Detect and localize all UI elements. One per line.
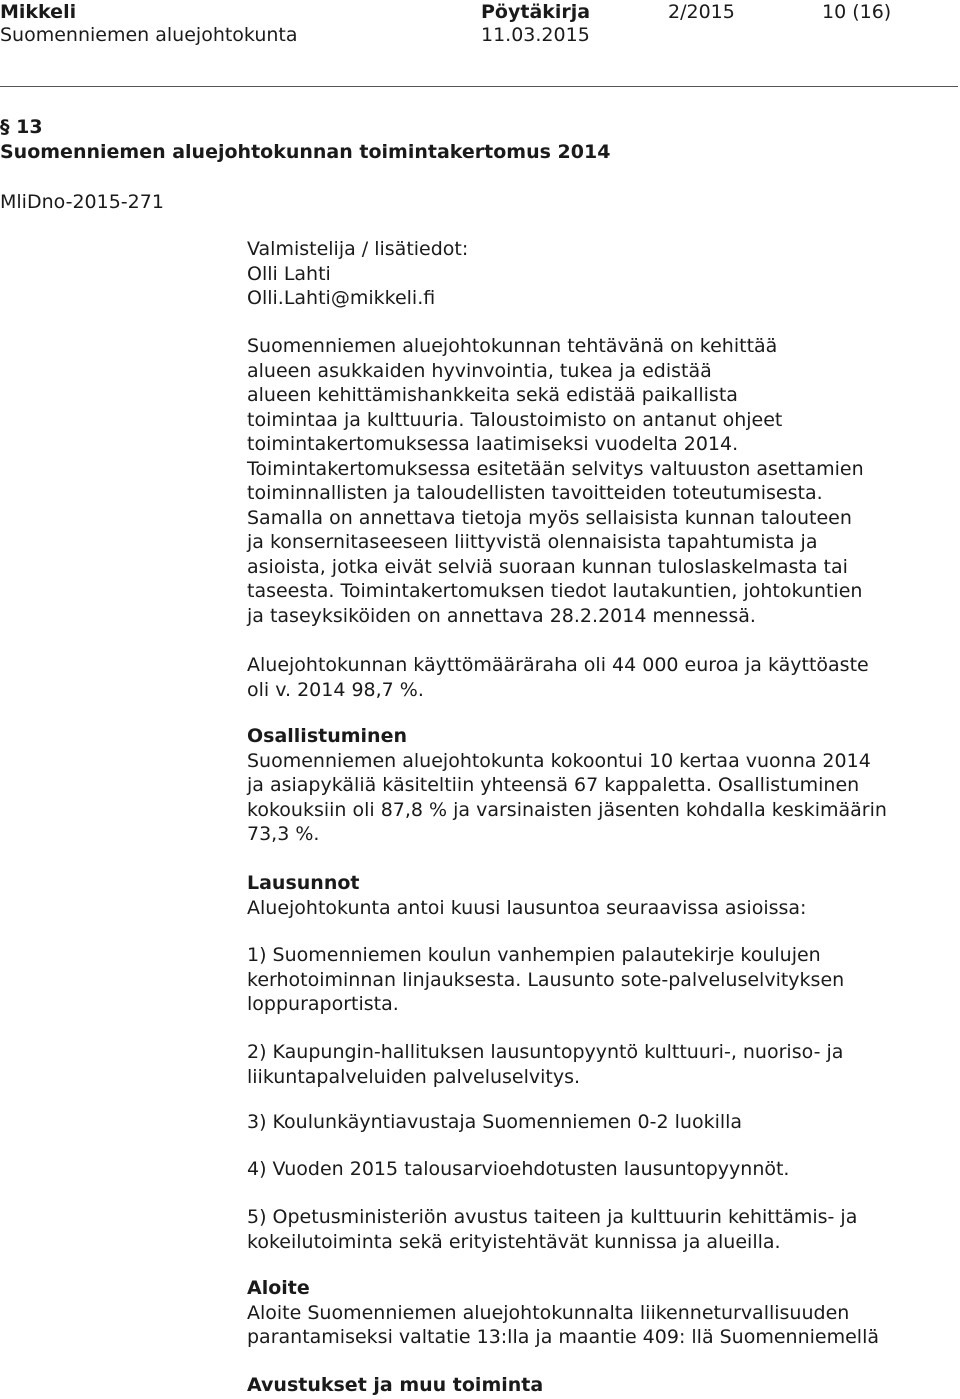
initiative-section [247, 1276, 947, 1350]
text-line: 73,3 %. [247, 823, 320, 845]
text-line: oli v. 2014 98,7 %. [247, 678, 424, 701]
intro-paragraph [247, 334, 947, 628]
text-line: kokeilutoiminta sekä erityistehtävät kunnissa ja alueilla. [247, 1230, 781, 1253]
text-line: 4) Vuoden 2015 talousarvioehdotusten lausuntopyynnöt. [247, 1158, 790, 1180]
preparer-email: Olli.Lahti@mikkeli.fi [247, 287, 436, 309]
text-line: Samalla on annettava tietoja myös sellaisista kunnan talouteen [247, 506, 852, 529]
text-line: Aluejohtokunnan käyttömääräraha oli 44 000 euroa ja käyttöaste [247, 654, 869, 676]
text-line: Toimintakertomuksessa esitetään selvitys valtuuston asettamien [247, 457, 864, 480]
text-line: alueen asukkaiden hyvinvointia, tukea ja edistää [247, 359, 712, 382]
text-line: 1) Suomenniemen koulun vanhempien palautekirje koulujen [247, 944, 821, 966]
statements-heading: Lausunnot [247, 872, 360, 894]
grants-heading: Avustukset ja muu toiminta [247, 1374, 544, 1396]
text-line: asioista, jotka eivät selviä suoraan kunnan tuloslaskelmasta tai [247, 555, 848, 578]
text-line: loppuraportista. [247, 993, 399, 1015]
text-line: taseesta. Toimintakertomuksen tiedot lautakuntien, johtokuntien [247, 580, 863, 602]
participation-section [247, 724, 947, 847]
text-line: ja asiapykäliä käsiteltiin yhteensä 67 kappaletta. Osallistuminen [247, 774, 860, 796]
statement-item-2 [247, 1040, 947, 1089]
header-body-name: Suomenniemen aluejohtokunta [0, 24, 298, 46]
text-line: kerhotoiminnan linjauksesta. Lausunto sote-palveluselvityksen [247, 968, 845, 991]
statements-intro: Aluejohtokunta antoi kuusi lausuntoa seuraavissa asioissa: [247, 896, 807, 919]
section-title: Suomenniemen aluejohtokunnan toimintakertomus 2014 [0, 141, 611, 163]
section-number: § 13 [0, 116, 43, 138]
text-line: kokouksiin oli 87,8 % ja varsinaisten jäsenten kohdalla keskimäärin [247, 798, 887, 821]
participation-heading: Osallistuminen [247, 725, 407, 747]
text-line: Aloite Suomenniemen aluejohtokunnalta liikenneturvallisuuden [247, 1301, 850, 1324]
text-line: ja taseyksiköiden on annettava 28.2.2014 mennessä. [247, 604, 756, 627]
text-line: Suomenniemen aluejohtokunnan tehtävänä on kehittää [247, 335, 778, 357]
grants-section [247, 1373, 947, 1398]
text-line: toiminnallisten ja taloudellisten tavoitteiden toteutumisesta. [247, 482, 823, 504]
text-line: alueen kehittämishankkeita sekä edistää paikallista [247, 384, 738, 406]
preparer-label: Valmistelija / lisätiedot: [247, 238, 469, 260]
diary-number: MliDno-2015-271 [0, 191, 164, 213]
text-line: 3) Koulunkäyntiavustaja Suomenniemen 0-2 luokilla [247, 1111, 743, 1133]
header-divider [0, 86, 958, 87]
preparer-name: Olli Lahti [247, 262, 331, 285]
statement-item-1 [247, 943, 947, 1017]
header-page-number: 10 (16) [822, 1, 892, 23]
text-line: parantamiseksi valtatie 13:lla ja maantie 409: llä Suomenniemellä [247, 1326, 880, 1348]
text-line: ja konsernitaseeseen liittyvistä olennaisista tapahtumista ja [247, 531, 818, 553]
header-org: Mikkeli [0, 1, 77, 23]
header-date: 11.03.2015 [481, 24, 590, 46]
text-line: Suomenniemen aluejohtokunta kokoontui 10 kertaa vuonna 2014 [247, 749, 871, 772]
statement-item-4 [247, 1157, 947, 1182]
text-line: 5) Opetusministeriön avustus taiteen ja kulttuurin kehittämis- ja [247, 1206, 858, 1228]
header-doc-number: 2/2015 [668, 1, 735, 23]
header-doc-type: Pöytäkirja [481, 1, 591, 23]
text-line: liikuntapalveluiden palveluselvitys. [247, 1065, 581, 1088]
text-line: toimintakertomuksessa laatimiseksi vuodelta 2014. [247, 433, 739, 455]
statement-item-5 [247, 1205, 947, 1254]
text-line: toimintaa ja kulttuuria. Taloustoimisto on antanut ohjeet [247, 408, 783, 431]
initiative-heading: Aloite [247, 1277, 310, 1299]
budget-paragraph [247, 653, 947, 702]
text-line: 2) Kaupungin-hallituksen lausuntopyyntö kulttuuri-, nuoriso- ja [247, 1041, 844, 1063]
statements-section [247, 871, 947, 920]
statement-item-3 [247, 1110, 947, 1135]
